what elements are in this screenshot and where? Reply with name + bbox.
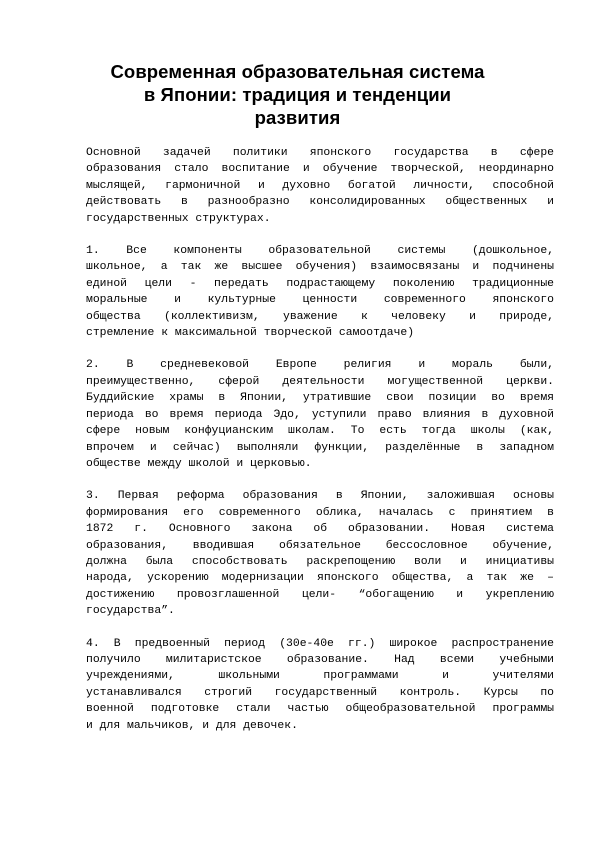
text-line: народа, ускорению модернизации японского общества, а так же – — [86, 572, 554, 585]
text-line: образования, вводившая обязательное бессословное обучение, — [86, 539, 554, 552]
text-line: государственных структурах. — [86, 212, 271, 225]
text-line: общества (коллективизм, уважение к человеку и природе, — [86, 310, 554, 323]
text-line: 1872 г. Основного закона об образовании. Новая система — [86, 523, 554, 536]
paragraph-intro — [86, 145, 554, 227]
title-line: в Японии: традиция и тенденции — [143, 84, 452, 105]
text-line: государства”. — [86, 605, 175, 618]
text-line: моральные и культурные ценности современного японского — [86, 294, 554, 307]
text-line: военной подготовке стали частью общеобразовательной программы — [86, 703, 554, 716]
paragraph-1 — [86, 243, 554, 341]
text-line: обществе между школой и церковью. — [86, 457, 312, 470]
text-line: действовать в разнообразно консолидированных общественных и — [86, 196, 554, 209]
text-line: образования стало воспитание и обучение творческой, неординарно — [86, 163, 554, 176]
paragraph-3 — [86, 488, 554, 619]
text-line: и для мальчиков, и для девочек. — [86, 719, 298, 732]
text-line: Основной задачей политики японского государства в сфере — [86, 147, 554, 159]
text-line: достижению провозглашенной цели- “обогащению и укреплению — [86, 588, 554, 601]
text-line: должна была способствовать раскрепощению воли и инициативы — [86, 555, 554, 568]
text-line: получило милитаристское образование. Над всеми учебными — [86, 653, 554, 666]
text-line: преимущественно, сферой деятельности могущественной церкви. — [86, 375, 554, 388]
text-line: учреждениями, школьными программами и учителями — [86, 670, 554, 683]
text-line: 3. Первая реформа образования в Японии, заложившая основы — [86, 490, 554, 503]
text-line: Буддийские храмы в Японии, утратившие свои позиции во время — [86, 392, 554, 405]
text-line: школьное, а так же высшее обучения) взаимосвязаны и подчинены — [86, 261, 554, 274]
text-line: формирования его современного облика, началась с принятием в — [86, 506, 554, 519]
document-title — [60, 60, 535, 129]
text-line: стремление к максимальной творческой самоотдаче) — [86, 327, 415, 340]
title-line: Современная образовательная система — [110, 61, 485, 82]
text-line: мыслящей, гармоничной и духовно богатой личности, способной — [86, 179, 554, 192]
text-line: единой цели - передать подрастающему поколению традиционные — [86, 277, 554, 290]
text-line: 4. В предвоенный период (30е-40е гг.) широкое распространение — [86, 637, 554, 650]
text-line: 1. Все компоненты образовательной системы (дошкольное, — [86, 245, 554, 258]
text-line: периода во время периода Эдо, уступили право влияния в духовной — [86, 408, 554, 421]
paragraph-2 — [86, 357, 554, 472]
text-line: 2. В средневековой Европе религия и мораль были, — [86, 359, 554, 372]
text-line: сфере новым конфуцианским школам. То есть тогда школы (как, — [86, 425, 554, 438]
document-body — [86, 145, 554, 750]
paragraph-4 — [86, 636, 554, 734]
text-line: устанавливался строгий государственный контроль. Курсы по — [86, 686, 554, 699]
title-line: развития — [254, 107, 341, 128]
text-line: впрочем и сейчас) выполняли функции, разделённые в западном — [86, 441, 554, 454]
